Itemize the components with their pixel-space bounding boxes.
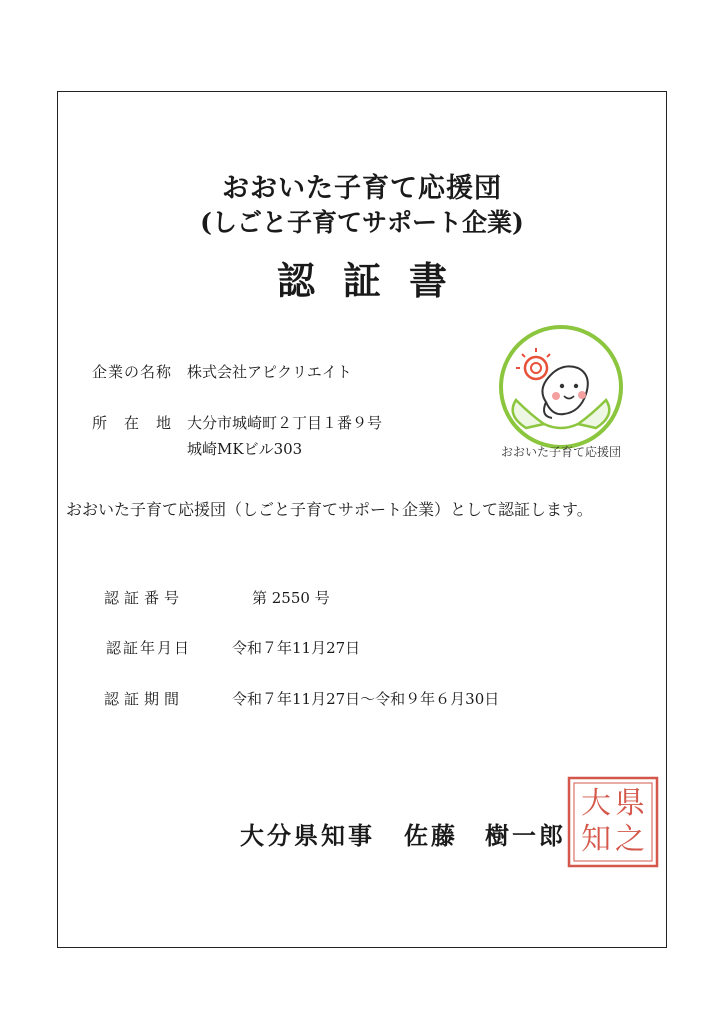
cert-period-label: 認証期間 xyxy=(104,690,185,708)
title-organization: おおいた子育て応援団 xyxy=(222,173,502,204)
signer-title: 大分県知事 xyxy=(240,821,375,850)
cert-date-label: 認証年月日 xyxy=(106,639,192,657)
official-seal xyxy=(566,775,660,869)
cert-date-value: 令和７年11月27日 xyxy=(232,639,361,657)
signer-name: 佐藤 樹一郎 xyxy=(404,821,566,850)
svg-text:大: 大 xyxy=(581,786,611,821)
svg-text:之: 之 xyxy=(615,822,645,857)
cert-number-label: 認証番号 xyxy=(104,589,185,607)
title-subtitle: (しごと子育てサポート企業) xyxy=(200,208,524,237)
company-name-value: 株式会社アピクリエイト xyxy=(187,363,352,381)
svg-text:県: 県 xyxy=(615,786,645,821)
svg-text:知: 知 xyxy=(581,822,611,857)
certification-statement: おおいた子育て応援団（しごと子育てサポート企業）として認証します。 xyxy=(66,500,593,519)
cert-period-value: 令和７年11月27日〜令和９年６月30日 xyxy=(232,690,500,708)
address-line1: 大分市城崎町２丁目１番９号 xyxy=(187,414,383,432)
logo-caption: おおいた子育て応援団 xyxy=(500,445,621,459)
address-label: 所 在 地 xyxy=(92,414,173,432)
cert-number-value: 第 2550 号 xyxy=(252,589,330,607)
company-name-label: 企業の名称 xyxy=(92,363,173,381)
address-line2: 城崎MKビル303 xyxy=(187,440,303,458)
document-title: 認証書 xyxy=(276,258,475,303)
